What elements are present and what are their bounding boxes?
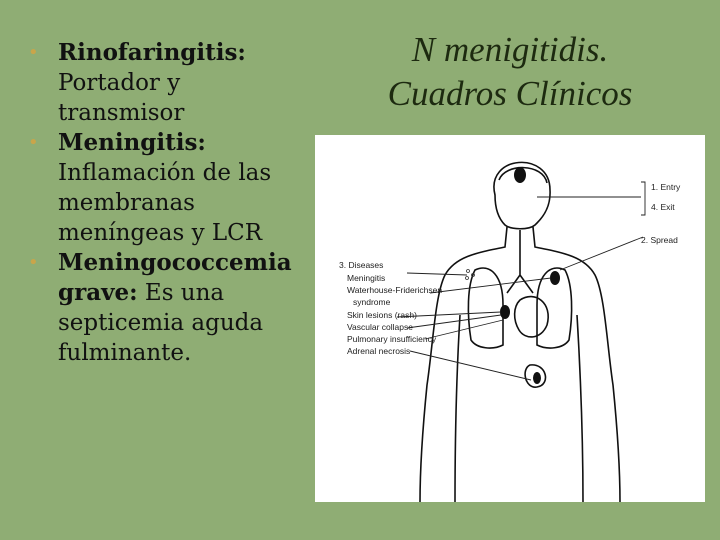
dot-lung: [500, 305, 510, 319]
label-diseases-heading: 3. Diseases: [339, 260, 384, 270]
label-disease-wfs-2: syndrome: [353, 297, 391, 307]
body-diagram: [315, 135, 705, 502]
bullet-text: Es una septicemia aguda fulminante.: [58, 280, 264, 366]
label-disease-wfs: Waterhouse-Friderichsen: [347, 285, 443, 295]
bullet-dot-icon: •: [28, 132, 39, 153]
infection-dots: [500, 167, 560, 384]
trachea: [507, 230, 533, 293]
bullet-dot-icon: •: [28, 252, 39, 273]
bullet-item-meningitis: [28, 128, 308, 248]
body-outline: [420, 162, 620, 502]
title-line-2: Cuadros Clínicos: [387, 74, 633, 113]
bullet-text: Inflamación de las membranas meníngeas y LCR: [58, 160, 272, 246]
bullet-text: Portador y transmisor: [58, 70, 185, 126]
pointer-lines: [397, 182, 645, 380]
bullet-term: Rinofaringitis:: [58, 39, 246, 66]
slide-title: [340, 28, 680, 116]
bullet-dot-icon: •: [28, 42, 39, 63]
dot-adrenal: [533, 372, 541, 384]
label-disease-meningitis: Meningitis: [347, 273, 386, 283]
bracket-entry-exit: [641, 182, 645, 215]
bullet-term: Meningitis:: [58, 129, 206, 156]
torso-right: [533, 227, 620, 502]
heart-outline: [515, 297, 549, 337]
bullet-item-meningococcemia: [28, 248, 308, 368]
line-pulmonary: [425, 320, 503, 339]
body-diagram-figure: [315, 135, 705, 502]
line-meningitis: [407, 273, 467, 275]
bullet-list: [28, 38, 308, 368]
dot-head: [514, 167, 526, 183]
line-vascular: [407, 315, 501, 328]
title-line-1: N menigitidis.: [411, 30, 609, 69]
torso-left: [420, 227, 507, 502]
bullet-term: Meningococcemia grave:: [58, 249, 292, 306]
label-spread: 2. Spread: [641, 235, 678, 245]
arm-inner-left: [455, 315, 460, 502]
line-wfs: [430, 278, 551, 293]
label-entry: 1. Entry: [651, 182, 681, 192]
dot-shoulder: [550, 271, 560, 285]
arm-inner-right: [577, 315, 583, 502]
label-disease-skin: Skin lesions (rash): [347, 310, 417, 320]
label-disease-vascular: Vascular collapse: [347, 322, 413, 332]
label-exit: 4. Exit: [651, 202, 675, 212]
bullet-item-rinofaringitis: [28, 38, 308, 128]
label-disease-pulmonary: Pulmonary insufficiency: [347, 334, 437, 344]
label-disease-adrenal: Adrenal necrosis: [347, 346, 411, 356]
lung-left: [468, 268, 503, 348]
line-spread: [560, 237, 643, 270]
